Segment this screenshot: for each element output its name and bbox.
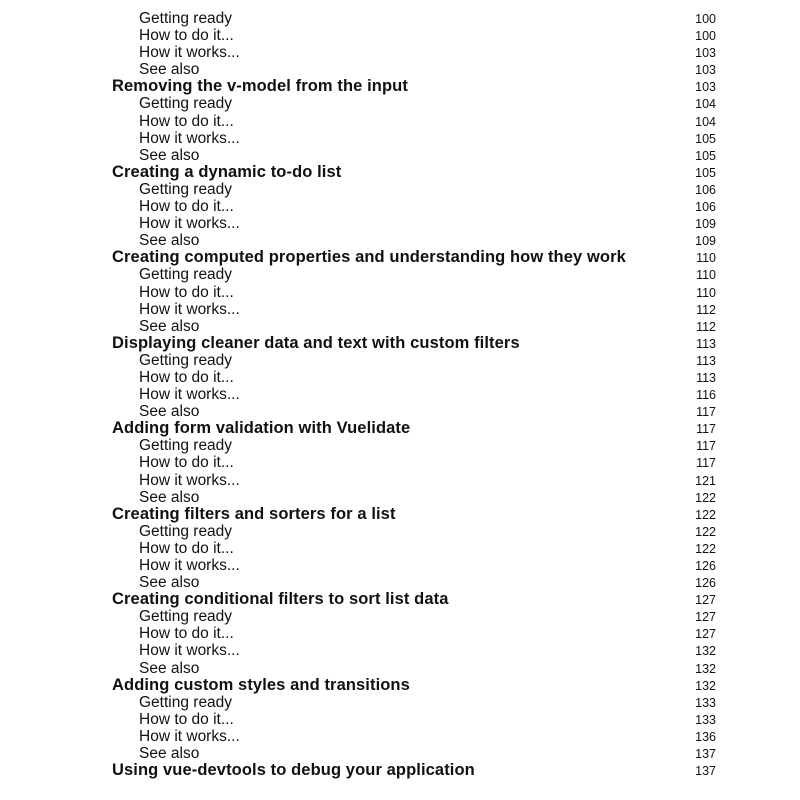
toc-title: How to do it... xyxy=(139,454,234,472)
toc-page-number: 104 xyxy=(695,114,716,129)
toc-title: How to do it... xyxy=(139,198,234,216)
toc-title: How it works... xyxy=(139,471,240,489)
toc-page-number: 132 xyxy=(695,661,716,676)
toc-page-number: 127 xyxy=(695,627,716,642)
toc-entry[interactable] xyxy=(0,198,800,215)
toc-page-number: 100 xyxy=(695,12,716,26)
toc-title: How it works... xyxy=(139,727,240,745)
toc-page-number: 116 xyxy=(696,388,716,403)
toc-page-number: 105 xyxy=(695,131,716,146)
toc-section-heading[interactable] xyxy=(0,335,800,352)
toc-page-number: 103 xyxy=(695,46,716,61)
toc-title: See also xyxy=(139,232,200,250)
toc-title: Adding form validation with Vuelidate xyxy=(112,419,411,438)
toc-page-number: 113 xyxy=(696,370,716,385)
toc-entry[interactable] xyxy=(0,284,800,301)
toc-title: Getting ready xyxy=(139,95,233,113)
toc-entry[interactable] xyxy=(0,113,800,130)
toc-page-number: 113 xyxy=(696,336,716,351)
toc-title: Getting ready xyxy=(139,608,233,626)
toc-title: See also xyxy=(139,745,200,763)
toc-entry[interactable] xyxy=(0,44,800,61)
toc-page-number: 105 xyxy=(695,148,716,163)
toc-title: See also xyxy=(139,146,200,164)
toc-title: Removing the v-model from the input xyxy=(112,77,408,96)
toc-title: How it works... xyxy=(139,642,240,660)
toc-page-number: 122 xyxy=(695,507,716,522)
toc-title: How to do it... xyxy=(139,710,234,728)
toc-page-number: 132 xyxy=(695,678,716,693)
toc-page-number: 110 xyxy=(696,268,716,283)
toc-title: How it works... xyxy=(139,129,240,147)
toc-entry[interactable] xyxy=(0,540,800,557)
toc-title: See also xyxy=(139,574,200,592)
toc-page-number: 106 xyxy=(695,200,716,215)
toc-entry[interactable] xyxy=(0,660,800,677)
toc-entry[interactable] xyxy=(0,472,800,489)
toc-page-number: 126 xyxy=(695,559,716,573)
toc-title: Creating conditional filters to sort list data xyxy=(112,590,449,609)
toc-title: Getting ready xyxy=(139,693,233,711)
toc-title: How to do it... xyxy=(139,112,234,130)
toc-title: Getting ready xyxy=(139,180,233,198)
toc-entry[interactable] xyxy=(0,523,800,540)
toc-page-number: 100 xyxy=(695,29,716,44)
toc-entry[interactable] xyxy=(0,232,800,249)
toc-title: Creating filters and sorters for a list xyxy=(112,504,396,523)
toc-page-number: 104 xyxy=(695,97,716,112)
toc-title: See also xyxy=(139,488,200,506)
toc-entry[interactable] xyxy=(0,95,800,112)
toc-entry[interactable] xyxy=(0,147,800,164)
toc-title: How to do it... xyxy=(139,27,234,45)
toc-page-number: 122 xyxy=(695,524,716,539)
toc-title: Getting ready xyxy=(139,266,233,284)
toc-page-number: 127 xyxy=(695,593,716,608)
toc-title: Adding custom styles and transitions xyxy=(112,675,410,694)
toc-entry[interactable] xyxy=(0,694,800,711)
toc-entry[interactable] xyxy=(0,403,800,420)
toc-section-heading[interactable] xyxy=(0,78,800,95)
toc-entry[interactable] xyxy=(0,437,800,454)
table-of-contents xyxy=(0,10,800,779)
toc-title: How it works... xyxy=(139,215,240,233)
toc-entry[interactable] xyxy=(0,266,800,283)
toc-entry[interactable] xyxy=(0,711,800,728)
toc-page-number: 113 xyxy=(696,353,716,368)
toc-page-number: 106 xyxy=(695,182,716,197)
toc-title: See also xyxy=(139,317,200,335)
toc-page-number: 109 xyxy=(695,217,716,232)
toc-page-number: 117 xyxy=(696,405,716,420)
toc-title: See also xyxy=(139,659,200,677)
toc-page-number: 110 xyxy=(696,251,716,266)
toc-section-heading[interactable] xyxy=(0,677,800,694)
toc-title: Using vue-devtools to debug your application xyxy=(112,761,475,780)
toc-page-number: 112 xyxy=(696,319,716,334)
toc-page-number: 122 xyxy=(695,541,716,556)
toc-page-number: 133 xyxy=(695,712,716,727)
toc-title: See also xyxy=(139,61,200,79)
toc-title: Displaying cleaner data and text with custom filters xyxy=(112,333,520,352)
toc-entry[interactable] xyxy=(0,574,800,591)
toc-page-number: 105 xyxy=(695,165,716,180)
toc-entry[interactable] xyxy=(0,454,800,471)
toc-page-number: 122 xyxy=(695,490,716,505)
toc-page-number: 132 xyxy=(695,644,716,659)
toc-section-heading[interactable] xyxy=(0,762,800,779)
toc-entry[interactable] xyxy=(0,642,800,659)
toc-entry[interactable] xyxy=(0,61,800,78)
toc-title: Getting ready xyxy=(139,437,233,455)
toc-section-heading[interactable] xyxy=(0,164,800,181)
toc-title: How to do it... xyxy=(139,625,234,643)
toc-section-heading[interactable] xyxy=(0,420,800,437)
toc-entry[interactable] xyxy=(0,10,800,27)
toc-entry[interactable] xyxy=(0,625,800,642)
toc-title: Getting ready xyxy=(139,351,233,369)
toc-page-number: 126 xyxy=(695,576,716,591)
toc-title: How it works... xyxy=(139,44,240,62)
toc-entry[interactable] xyxy=(0,489,800,506)
toc-entry[interactable] xyxy=(0,745,800,762)
toc-entry[interactable] xyxy=(0,386,800,403)
toc-page-number: 137 xyxy=(695,747,716,762)
toc-entry[interactable] xyxy=(0,181,800,198)
toc-title: Getting ready xyxy=(139,522,233,540)
toc-section-heading[interactable] xyxy=(0,249,800,266)
toc-title: How it works... xyxy=(139,557,240,574)
toc-entry[interactable] xyxy=(0,557,800,574)
toc-page-number: 136 xyxy=(695,729,716,744)
toc-page-number: 117 xyxy=(696,456,716,471)
toc-page-number: 121 xyxy=(695,473,716,488)
toc-section-heading[interactable] xyxy=(0,591,800,608)
toc-title: How it works... xyxy=(139,300,240,318)
toc-page-number: 112 xyxy=(696,302,716,317)
toc-page-number: 109 xyxy=(695,234,716,249)
toc-title: How to do it... xyxy=(139,368,234,386)
toc-title: How it works... xyxy=(139,386,240,404)
toc-entry[interactable] xyxy=(0,301,800,318)
toc-title: How to do it... xyxy=(139,283,234,301)
toc-page-number: 110 xyxy=(696,285,716,300)
toc-title: Creating computed properties and understanding how they work xyxy=(112,248,626,267)
toc-entry[interactable] xyxy=(0,27,800,44)
toc-page-number: 117 xyxy=(696,422,716,437)
toc-title: Creating a dynamic to-do list xyxy=(112,162,342,181)
toc-page-number: 103 xyxy=(695,80,716,95)
toc-page-number: 133 xyxy=(695,695,716,710)
toc-entry[interactable] xyxy=(0,369,800,386)
toc-entry[interactable] xyxy=(0,608,800,625)
toc-title: See also xyxy=(139,403,200,421)
toc-entry[interactable] xyxy=(0,130,800,147)
toc-title: Getting ready xyxy=(139,10,233,27)
toc-entry[interactable] xyxy=(0,215,800,232)
toc-entry[interactable] xyxy=(0,318,800,335)
toc-section-heading[interactable] xyxy=(0,506,800,523)
toc-entry[interactable] xyxy=(0,728,800,745)
toc-page-number: 103 xyxy=(695,63,716,78)
toc-page-number: 137 xyxy=(695,764,716,779)
toc-page-number: 117 xyxy=(696,439,716,454)
toc-entry[interactable] xyxy=(0,352,800,369)
toc-title: How to do it... xyxy=(139,539,234,557)
toc-page-number: 127 xyxy=(695,610,716,625)
